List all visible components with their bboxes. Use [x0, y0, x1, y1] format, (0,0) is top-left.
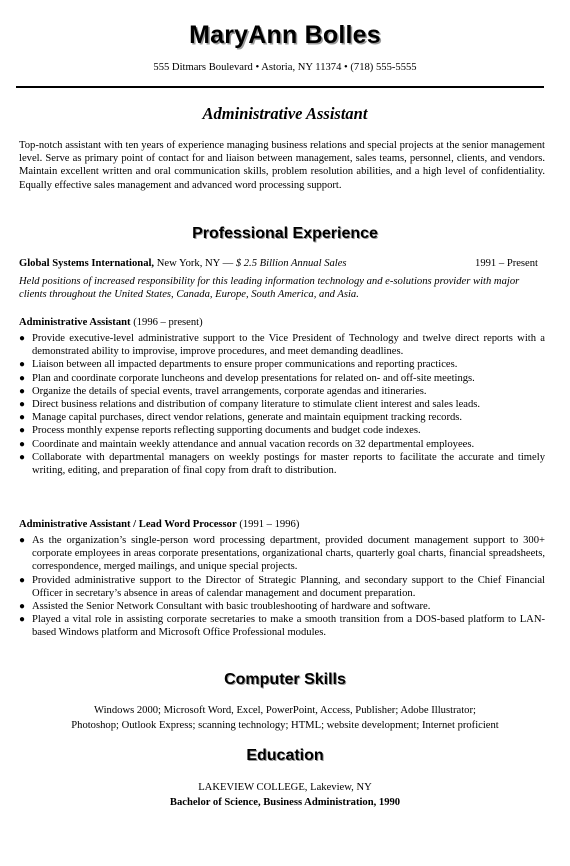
summary-paragraph: Top-notch assistant with ten years of experience managing business relations and special projects at the senior management level. Serve as primary point of contact for and liaison between management, sales teams, personnel, clients, and vendors. Maintain excellent written and oral communication skills, problem resolution abilities, and a high level of confidentiality. Equally effective sales management and advanced word processing support.	[19, 140, 545, 191]
skills-line-1: Windows 2000; Microsoft Word, Excel, PowerPoint, Access, Publisher; Adobe Illustrator;	[94, 705, 476, 716]
job-title-2-dates: (1991 – 1996)	[236, 519, 300, 530]
list-item: ● Plan and coordinate corporate luncheons and develop presentations for related on- and off-site meetings.	[19, 372, 475, 384]
list-item: ● As the organization’s single-person word processing department, provided document management support to 300+ corporate employees in areas corporate presentations, organizational charts, quarterly goal charts, financial spreadsheets, correspondence, merged mailings, and unique special projects.	[19, 535, 545, 573]
bullet-icon: ●	[19, 412, 26, 424]
list-item: ● Collaborate with departmental managers on weekly postings for master reports to facilitate the accurate and timely writing, editing, and preparation of final copy from draft to distribution.	[19, 451, 545, 477]
contact-info: 555 Ditmars Boulevard • Astoria, NY 11374 • (718) 555-5555	[153, 62, 417, 73]
bullet-icon: ●	[19, 601, 26, 613]
employer-dates: 1991 – Present	[475, 258, 538, 269]
bullet-icon: ●	[19, 372, 26, 384]
list-item: ● Process monthly expense reports reflecting supporting documents and budget code indexes.	[19, 425, 421, 437]
list-item: ● Coordinate and maintain weekly attendance and annual vacation records on 32 departmental employees.	[19, 438, 475, 450]
bullet-icon: ●	[19, 399, 26, 411]
bullet-icon: ●	[19, 574, 26, 586]
candidate-name: MaryAnn Bolles	[189, 21, 381, 49]
bullet-icon: ●	[19, 614, 26, 626]
objective-title: Administrative Assistant	[202, 104, 368, 123]
employer-location: New York, NY —	[154, 258, 236, 269]
job-title-2-name: Administrative Assistant / Lead Word Processor	[19, 519, 237, 530]
bullet-icon: ●	[19, 385, 26, 397]
job-title-2	[19, 518, 545, 531]
list-item: ● Provide executive-level administrative support to the Vice President of Technology and twelve direct reports with a demonstrated ability to improvise, improve procedures, and meet demanding deadlines.	[19, 333, 545, 358]
job-title-1-name: Administrative Assistant	[19, 317, 131, 328]
bullet-icon: ●	[19, 425, 26, 437]
job-1-bullets	[19, 332, 545, 477]
education-heading: Education	[246, 747, 324, 764]
education-degree: Bachelor of Science, Business Administration, 1990	[169, 797, 401, 808]
job-title-1-dates: (1996 – present)	[130, 317, 203, 328]
bullet-icon: ●	[19, 451, 26, 463]
employer-company: Global Systems International,	[19, 258, 155, 269]
list-item: ● Organize the details of special events, travel arrangements, corporate agendas and itineraries.	[19, 385, 427, 397]
bullet-icon: ●	[19, 359, 26, 371]
list-item: ● Played a vital role in assisting corporate secretaries to make a smooth transition from a DOS-based platform to LAN-based Windows platform and Microsoft Office Professional modules.	[19, 614, 545, 639]
bullet-icon: ●	[19, 333, 26, 344]
employer-sales: $ 2.5 Billion Annual Sales	[235, 258, 347, 269]
skills-line-2: Photoshop; Outlook Express; scanning technology; HTML; website development; Internet proficient	[71, 720, 499, 731]
header-divider	[16, 86, 544, 88]
job-2-bullets	[19, 534, 545, 640]
list-item: ● Assisted the Senior Network Consultant with basic troubleshooting of hardware and software.	[19, 601, 431, 613]
list-item: ● Manage capital purchases, direct vendor relations, generate and maintain equipment tracking records.	[19, 412, 463, 424]
education-school: LAKEVIEW COLLEGE, Lakeview, NY	[198, 782, 372, 793]
list-item: ● Provided administrative support to the Director of Strategic Planning, and secondary support to the Chief Financial Officer in secretary’s absence in areas of calendar management and document preparation.	[19, 574, 545, 599]
list-item: ● Liaison between all impacted departments to ensure proper communications and reporting practices.	[19, 359, 458, 371]
employer-info	[19, 257, 347, 270]
employer-line	[19, 257, 538, 270]
list-item: ● Direct business relations and distribution of company literature to stimulate client interest and sales leads.	[19, 399, 481, 411]
employer-description: Held positions of increased responsibility for this leading information technology and e-solutions provider with major clients throughout the United States, Canada, Europe, South America, and Asia.	[19, 276, 520, 301]
job-title-1	[19, 316, 545, 329]
skills-heading: Computer Skills	[224, 671, 346, 688]
bullet-icon: ●	[19, 535, 26, 546]
experience-heading: Professional Experience	[192, 225, 378, 242]
bullet-icon: ●	[19, 438, 26, 450]
